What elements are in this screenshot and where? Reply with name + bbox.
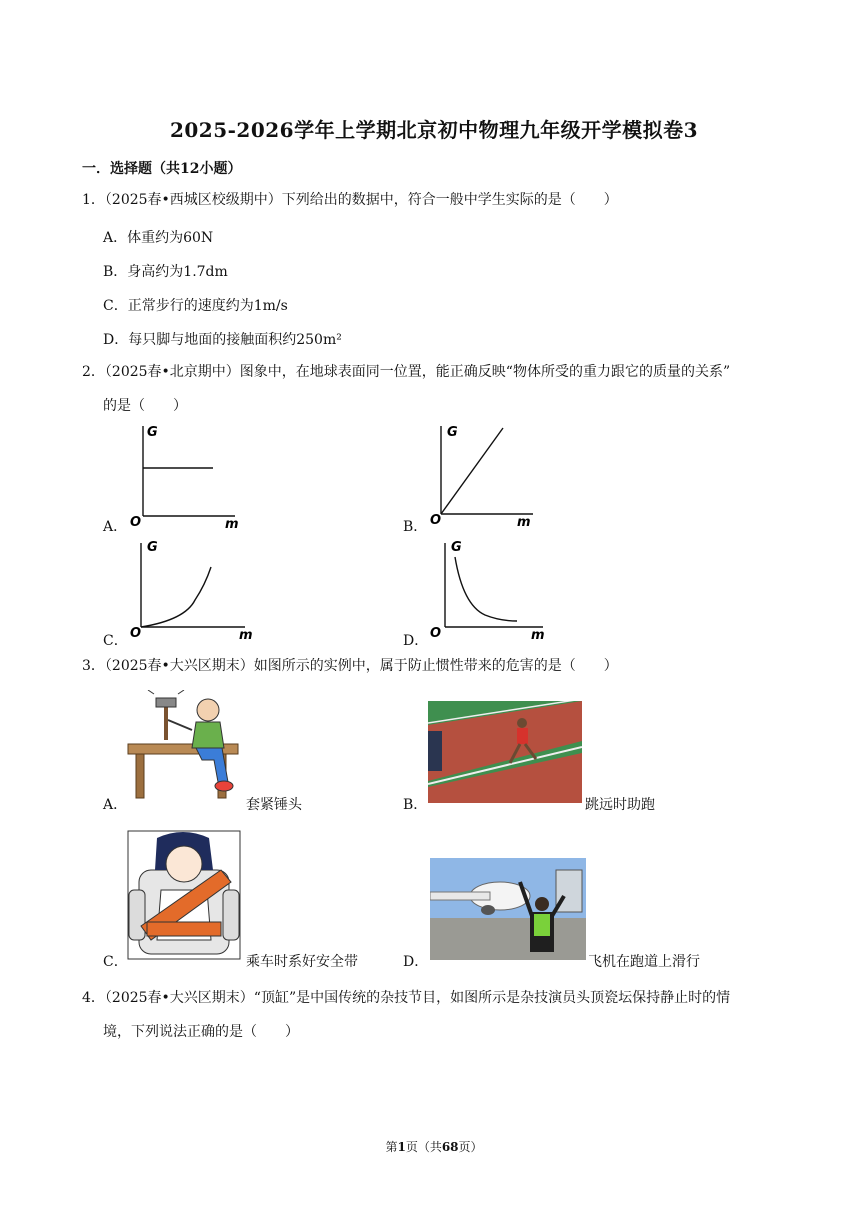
- q3-option-d-caption: 飞机在跑道上滑行: [588, 954, 700, 970]
- graph-d-decreasing-curve: [425, 535, 555, 645]
- question-3-stem: 3．（2025春•大兴区期末）如图所示的实例中，属于防止惯性带来的危害的是（ ）: [82, 658, 618, 674]
- graph-c-increasing-curve: [125, 535, 260, 645]
- question-1-option-d: D．每只脚与地面的接触面积约250m²: [103, 332, 342, 348]
- graph-b-y-label: G: [447, 425, 458, 440]
- graph-c-y-label: G: [147, 540, 158, 555]
- question-4-stem-line2: 境，下列说法正确的是（ ）: [103, 1024, 299, 1040]
- q3-option-c-label: C．: [103, 954, 128, 970]
- question-1-option-b: B．身高约为1.7dm: [103, 264, 228, 280]
- graph-a-label: A．: [103, 519, 128, 535]
- q3-option-a-caption: 套紧锤头: [246, 797, 302, 813]
- graph-a-y-label: G: [147, 425, 158, 440]
- graph-a-x-label: m: [225, 517, 239, 532]
- graph-d-y-label: G: [451, 540, 462, 555]
- seatbelt-illustration: [127, 830, 241, 960]
- graph-b-proportional: [425, 420, 545, 530]
- airplane-runway-photo: [430, 858, 586, 960]
- page-footer: [0, 1138, 868, 1155]
- question-1-option-c: C．正常步行的速度约为1m/s: [103, 298, 288, 314]
- footer-prefix: 第: [385, 1140, 398, 1154]
- footer-total-pages: 68: [441, 1140, 459, 1154]
- question-1-option-a: A．体重约为60N: [103, 230, 214, 246]
- graph-d-label: D．: [403, 633, 429, 649]
- question-4-stem-line1: 4．（2025春•大兴区期末）“顶缸”是中国传统的杂技节目，如图所示是杂技演员头顶瓷坛保持静止时的情: [82, 990, 731, 1006]
- footer-mid: 页（共: [405, 1140, 442, 1154]
- question-1-stem: 1．（2025春•西城区校级期中）下列给出的数据中，符合一般中学生实际的是（ ）: [82, 192, 618, 208]
- footer-page-number: 1: [397, 1140, 406, 1154]
- graph-b-x-label: m: [517, 515, 531, 530]
- q3-option-b-caption: 跳远时助跑: [585, 797, 655, 813]
- q3-option-a-label: A．: [103, 797, 128, 813]
- q3-option-c-caption: 乘车时系好安全带: [246, 954, 358, 970]
- page-title: 2025-2026学年上学期北京初中物理九年级开学模拟卷3: [169, 118, 699, 142]
- section-heading: 一．选择题（共12小题）: [82, 161, 242, 177]
- graph-c-x-label: m: [239, 628, 253, 643]
- footer-suffix: 页）: [458, 1140, 483, 1154]
- graph-c-label: C．: [103, 633, 128, 649]
- graph-d-origin: O: [430, 626, 442, 641]
- hammer-bench-illustration: [126, 690, 244, 804]
- graph-d-x-label: m: [531, 628, 545, 643]
- graph-a-origin: O: [130, 515, 142, 530]
- graph-a-constant: [125, 420, 245, 530]
- question-2-stem-line2: 的是（ ）: [103, 398, 187, 414]
- q3-option-d-label: D．: [403, 954, 429, 970]
- long-jump-photo: [428, 701, 582, 803]
- graph-b-origin: O: [430, 513, 442, 528]
- question-2-stem-line1: 2．（2025春•北京期中）图象中，在地球表面同一位置，能正确反映“物体所受的重力跟它的质量的关系”: [82, 364, 731, 380]
- graph-b-label: B．: [403, 519, 428, 535]
- q3-option-b-label: B．: [403, 797, 428, 813]
- graph-c-origin: O: [130, 626, 142, 641]
